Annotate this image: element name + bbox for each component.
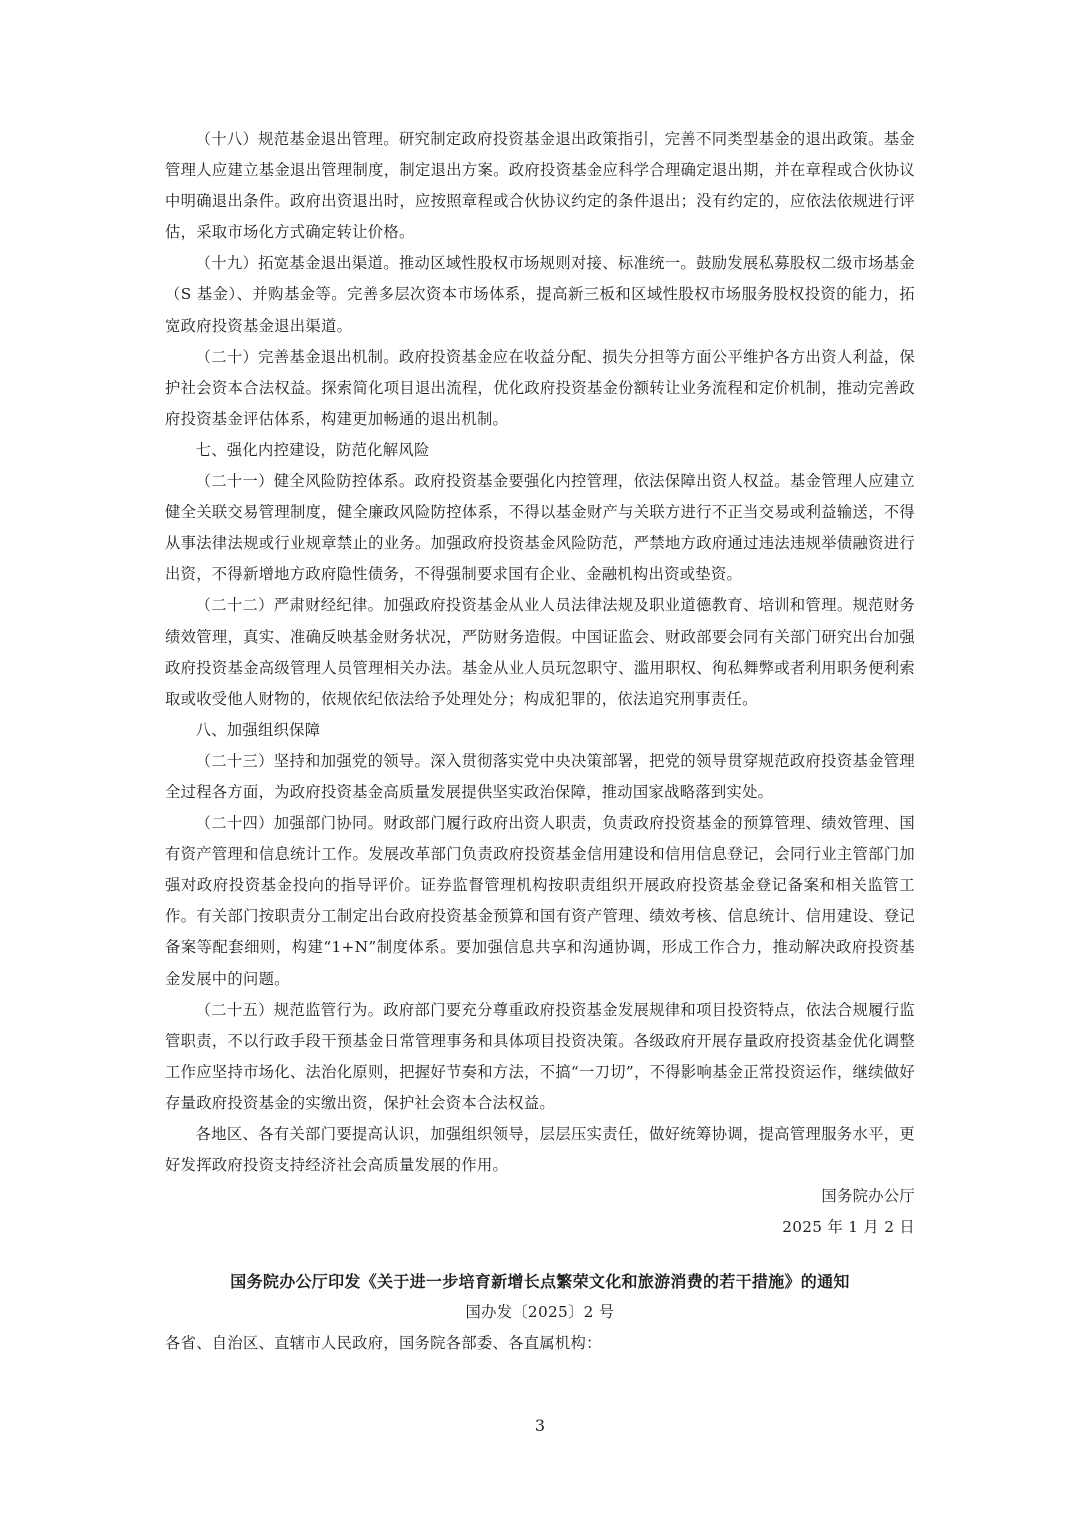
signature-date: 2025 年 1 月 2 日 <box>782 1218 915 1237</box>
notice-title: 国务院办公厅印发《关于进一步培育新增长点繁荣文化和旅游消费的若干措施》的通知 <box>230 1272 850 1291</box>
paragraph-23: （二十三）坚持和加强党的领导。深入贯彻落实党中央决策部署，把党的领导贯穿规范政府投资基金管理全过程各方面，为政府投资基金高质量发展提供坚实政治保障，推动国家战略落到实处。 <box>165 751 915 801</box>
closing-paragraph: 各地区、各有关部门要提高认识，加强组织领导，层层压实责任，做好统筹协调，提高管理服务水平，更好发挥政府投资支持经济社会高质量发展的作用。 <box>165 1125 915 1175</box>
notice-block <box>165 1266 915 1359</box>
document-body <box>165 124 915 1243</box>
paragraph-19: （十九）拓宽基金退出渠道。推动区域性股权市场规则对接、标准统一。鼓励发展私募股权二级市场基金（S 基金）、并购基金等。完善多层次资本市场体系，提高新三板和区域性股权市场服务股权投资的能力，拓宽政府投资基金退出渠道。 <box>165 254 915 335</box>
paragraph-21: （二十一）健全风险防控体系。政府投资基金要强化内控管理，依法保障出资人权益。基金管理人应建立健全关联交易管理制度，健全廉政风险防控体系，不得以基金财产与关联方进行不正当交易或利益输送，不得从事法律法规或行业规章禁止的业务。加强政府投资基金风险防范，严禁地方政府通过违法违规举债融资进行出资，不得新增地方政府隐性债务，不得强制要求国有企业、金融机构出资或垫资。 <box>165 472 915 584</box>
paragraph-25: （二十五）规范监管行为。政府部门要充分尊重政府投资基金发展规律和项目投资特点，依法合规履行监管职责，不以行政手段干预基金日常管理事务和具体项目投资决策。各级政府开展存量政府投资基金优化调整工作应坚持市场化、法治化原则，把握好节奏和方法，不搞“一刀切”，不得影响基金正常投资运作，继续做好存量政府投资基金的实缴出资，保护社会资本合法权益。 <box>165 1000 915 1112</box>
paragraph-24: （二十四）加强部门协同。财政部门履行政府出资人职责，负责政府投资基金的预算管理、绩效管理、国有资产管理和信息统计工作。发展改革部门负责政府投资基金信用建设和信用信息登记，会同行业主管部门加强对政府投资基金投向的指导评价。证券监督管理机构按职责组织开展政府投资基金登记备案和相关监管工作。有关部门按职责分工制定出台政府投资基金预算和国有资产管理、绩效考核、信息统计、信用建设、登记备案等配套细则，构建“1+N”制度体系。要加强信息共享和沟通协调，形成工作合力，推动解决政府投资基金发展中的问题。 <box>165 814 915 988</box>
notice-document-number: 国办发〔2025〕2 号 <box>465 1303 615 1321</box>
page-number: 3 <box>534 1416 546 1435</box>
paragraph-22: （二十二）严肃财经纪律。加强政府投资基金从业人员法律法规及职业道德教育、培训和管理。规范财务绩效管理，真实、准确反映基金财务状况，严防财务造假。中国证监会、财政部要会同有关部门研究出台加强政府投资基金高级管理人员管理相关办法。基金从业人员玩忽职守、滥用职权、徇私舞弊或者利用职务便利索取或收受他人财物的，依规依纪依法给予处理处分；构成犯罪的，依法追究刑事责任。 <box>165 596 915 708</box>
section-heading-8: 八、加强组织保障 <box>195 720 321 739</box>
paragraph-18: （十八）规范基金退出管理。研究制定政府投资基金退出政策指引，完善不同类型基金的退出政策。基金管理人应建立基金退出管理制度，制定退出方案。政府投资基金应科学合理确定退出期，并在章程或合伙协议中明确退出条件。政府出资退出时，应按照章程或合伙协议约定的条件退出；没有约定的，应依法依规进行评估，采取市场化方式确定转让价格。 <box>165 130 915 242</box>
section-heading-7: 七、强化内控建设，防范化解风险 <box>195 440 430 459</box>
paragraph-20: （二十）完善基金退出机制。政府投资基金应在收益分配、损失分担等方面公平维护各方出资人利益，保护社会资本合法权益。探索简化项目退出流程，优化政府投资基金份额转让业务流程和定价机制，推动完善政府投资基金评估体系，构建更加畅通的退出机制。 <box>165 347 915 428</box>
notice-addressee: 各省、自治区、直辖市人民政府，国务院各部委、各直属机构： <box>165 1334 602 1352</box>
signature-issuer: 国务院办公厅 <box>821 1187 915 1206</box>
